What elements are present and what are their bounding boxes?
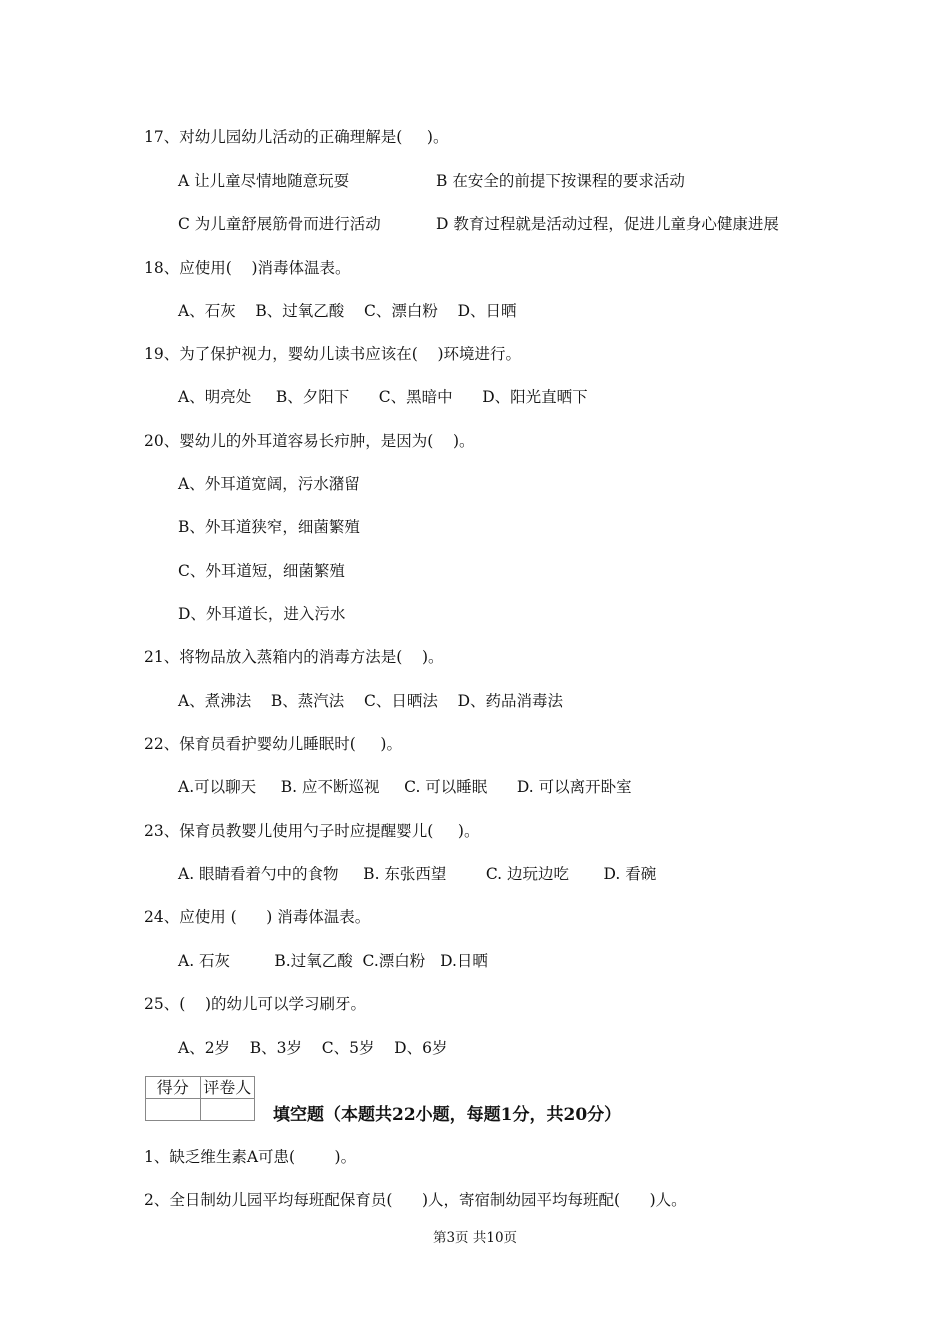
q25-options: A、2岁 B、3岁 C、5岁 D、6岁	[178, 1039, 448, 1057]
question-19: 19、为了保护视力，婴幼儿读书应该在( )环境进行。	[144, 345, 522, 363]
page-footer: 第3页 共10页	[432, 1230, 518, 1246]
q20-option-a: A、外耳道宽阔，污水潴留	[178, 475, 360, 493]
q20-option-c: C、外耳道短，细菌繁殖	[178, 562, 345, 580]
q21-options: A、煮沸法 B、蒸汽法 C、日晒法 D、药品消毒法	[178, 692, 563, 710]
score-box	[145, 1076, 255, 1121]
q17-option-d: D 教育过程就是活动过程，促进儿童身心健康进展	[436, 215, 779, 233]
reviewer-label: 评卷人	[200, 1077, 255, 1099]
fill-question-2: 2、全日制幼儿园平均每班配保育员( )人，寄宿制幼园平均每班配( )人。	[144, 1191, 687, 1209]
q18-options: A、石灰 B、过氧乙酸 C、漂白粉 D、日晒	[178, 302, 517, 320]
q24-options: A. 石灰 B.过氧乙酸 C.漂白粉 D.日晒	[178, 952, 488, 970]
question-20: 20、婴幼儿的外耳道容易长疖肿，是因为( )。	[144, 432, 475, 450]
q17-option-a: A 让儿童尽情地随意玩耍	[178, 172, 350, 190]
question-22: 22、保育员看护婴幼儿睡眠时( )。	[144, 735, 402, 753]
q23-options: A. 眼睛看着勺中的食物 B. 东张西望 C. 边玩边吃 D. 看碗	[178, 865, 657, 883]
question-25: 25、( )的幼儿可以学习刷牙。	[144, 995, 367, 1013]
fill-question-1: 1、缺乏维生素A可患( )。	[144, 1148, 357, 1166]
question-23: 23、保育员教婴儿使用勺子时应提醒婴儿( )。	[144, 822, 480, 840]
question-24: 24、应使用 ( ) 消毒体温表。	[144, 908, 371, 926]
score-label: 得分	[146, 1077, 201, 1099]
q17-option-b: B 在安全的前提下按课程的要求活动	[436, 172, 685, 190]
question-17: 17、对幼儿园幼儿活动的正确理解是( )。	[144, 128, 449, 146]
q20-option-b: B、外耳道狭窄，细菌繁殖	[178, 518, 360, 536]
section-title: 填空题（本题共22小题，每题1分，共20分）	[273, 1105, 622, 1125]
reviewer-cell	[200, 1099, 255, 1121]
q17-option-c: C 为儿童舒展筋骨而进行活动	[178, 215, 381, 233]
q22-options: A.可以聊天 B. 应不断巡视 C. 可以睡眠 D. 可以离开卧室	[178, 778, 632, 796]
question-18: 18、应使用( )消毒体温表。	[144, 259, 351, 277]
q19-options: A、明亮处 B、夕阳下 C、黑暗中 D、阳光直晒下	[178, 388, 588, 406]
question-21: 21、将物品放入蒸箱内的消毒方法是( )。	[144, 648, 444, 666]
q20-option-d: D、外耳道长，进入污水	[178, 605, 346, 623]
score-cell	[146, 1099, 201, 1121]
